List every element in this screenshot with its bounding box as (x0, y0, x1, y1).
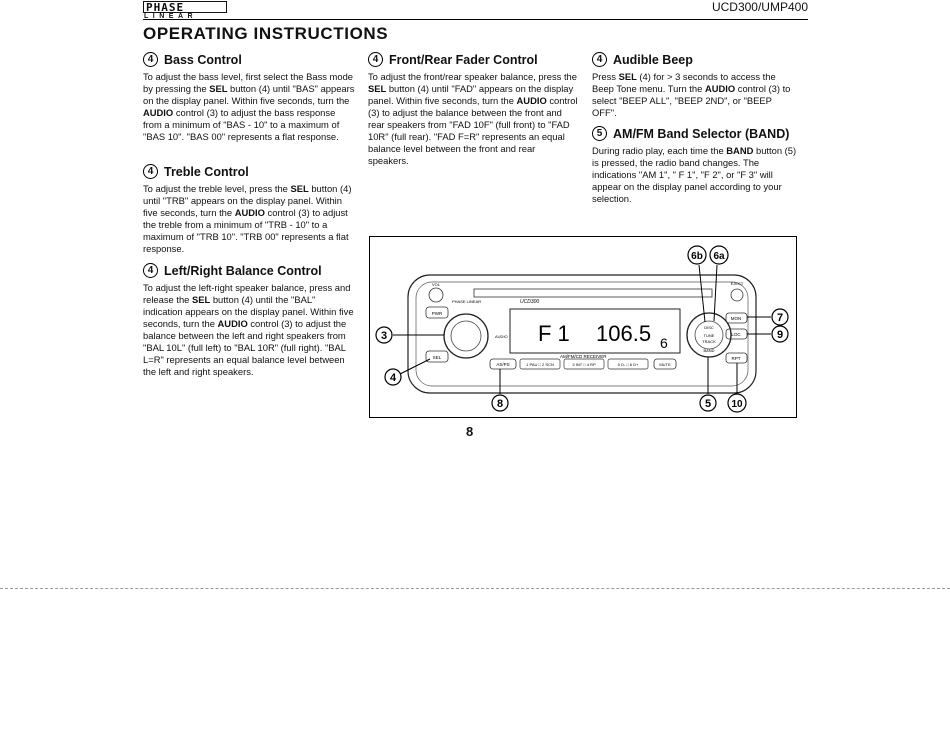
leader-4 (400, 359, 430, 374)
audible-beep-section (592, 51, 798, 119)
as-ps-label: AS/PS (496, 362, 510, 367)
fader-control-title: Front/Rear Fader Control (389, 52, 538, 67)
callout-8 (492, 395, 508, 411)
eject-label: EJECT (730, 281, 744, 286)
unit-caption: AM/FM/CD RECEIVER (560, 354, 607, 359)
bold-keyword: AUDIO (217, 318, 248, 329)
callout-4-label: 4 (389, 372, 397, 384)
loc-label: LOC (731, 332, 741, 337)
callout-7-label: 7 (776, 312, 784, 324)
section-number-badge: 4 (143, 164, 158, 179)
bold-keyword: SEL (290, 183, 309, 194)
callout-4 (385, 369, 401, 385)
fader-control-text: To adjust the front/rear speaker balance, press the SEL button (4) until "FAD" appears on the display panel. Within five seconds, turn the AUDIO control (3) to adjust the balance between the front and rear speakers from "FAD 10F" (full front) to "FAD 10R" (full rear). "FAD F=R" represents an equal balance level between the front and rear speakers. (368, 71, 578, 166)
bold-keyword: BAND (726, 145, 754, 156)
bass-control-title: Bass Control (164, 52, 242, 67)
audible-beep-heading (592, 51, 798, 68)
preset-label-3-4: 3 INT □ 4 RP (572, 362, 596, 367)
callout-3 (376, 327, 392, 343)
brand-logo-subtext: LINEAR (144, 13, 198, 20)
leader-6a (714, 265, 717, 321)
page-number: 8 (466, 424, 474, 439)
bold-keyword: AUDIO (704, 83, 736, 94)
section-number-badge: 4 (143, 263, 158, 278)
bold-keyword: AUDIO (143, 107, 174, 118)
pwr-label: PWR (431, 311, 443, 316)
track-label: TRACK (702, 339, 716, 344)
callout-6a-label: 6a (713, 251, 725, 262)
band-selector-section (592, 125, 798, 205)
leader-6b (699, 265, 705, 322)
faceplate-brand: PHASE LINEAR (452, 299, 482, 304)
section-number-badge: 5 (592, 126, 607, 141)
callout-8-label: 8 (496, 398, 504, 410)
callout-3-label: 3 (380, 330, 388, 342)
balance-control-text: To adjust the left-right speaker balance, press and release the SEL button (4) until the "BAL" indication appears on the display panel. Within five seconds, turn the AUDIO control (3) to adjust the balance between the left and right speakers from "BAL 10L" (full left) to "BAL 10R" (full right). "BAL L=R" represents an equal balance level between the left and right speakers. (143, 282, 354, 377)
band-selector-heading (592, 125, 798, 142)
band-selector-text: During radio play, each time the BAND button (5) is pressed, the radio band changes. The indications "AM 1", " F 1", "F 2", or "F 3" will appear on the display panel according to your selection. (592, 145, 797, 204)
faceplate-figure (369, 236, 797, 418)
callout-9 (772, 326, 788, 342)
lcd-display (510, 309, 680, 353)
fader-control-section (368, 51, 578, 167)
bold-keyword: SEL (618, 71, 637, 82)
band-label: BAND (703, 348, 715, 353)
callout-10 (728, 394, 746, 412)
model-number: UCD300/UMP400 (711, 0, 808, 14)
header-rule (143, 19, 808, 20)
callout-6a (710, 246, 728, 264)
faceplate-diagram (370, 237, 795, 416)
tune-label: TUNE (703, 333, 715, 338)
brand-logo-mark: PHASE (143, 1, 227, 13)
brand-logo (143, 1, 227, 20)
mute-label: MUTE (659, 362, 671, 367)
preset-label-1-2: 1 PAU □ 2 SCN (526, 362, 554, 367)
scan-artifact-line (0, 588, 950, 589)
bold-keyword: SEL (192, 294, 211, 305)
vol-label: VOL (431, 282, 441, 287)
callout-10-label: 10 (731, 399, 743, 410)
callout-6b-label: 6b (691, 251, 703, 262)
callout-5 (700, 395, 716, 411)
treble-control-title: Treble Control (164, 164, 249, 179)
section-number-badge: 4 (592, 52, 607, 67)
section-number-badge: 4 (143, 52, 158, 67)
bold-keyword: AUDIO (516, 95, 547, 106)
balance-control-title: Left/Right Balance Control (164, 263, 322, 278)
callout-7 (772, 309, 788, 325)
bold-keyword: SEL (368, 83, 387, 94)
vol-button (429, 288, 443, 302)
callout-5-label: 5 (704, 398, 712, 410)
sel-label: SEL (432, 355, 442, 360)
audible-beep-text: Press SEL (4) for > 3 seconds to access the Beep Tone menu. Turn the AUDIO control (3) to select "BEEP ALL", "BEEP 2ND", or "BEEP OFF". (592, 71, 791, 118)
treble-control-section (143, 163, 356, 255)
bold-keyword: SEL (209, 83, 228, 94)
bold-keyword: AUDIO (234, 207, 265, 218)
audible-beep-title: Audible Beep (613, 52, 693, 67)
treble-control-text: To adjust the treble level, press the SEL button (4) until "TRB" appears on the display panel. Within five seconds, turn the AUDIO control (3) to adjust the treble from a minimum of "TRB - 10" to a maximum of "TRB 10". "TRB 00" represents a flat response. (143, 183, 352, 254)
callout-9-label: 9 (776, 329, 784, 341)
callout-6b (688, 246, 706, 264)
bass-control-heading (143, 51, 356, 68)
preset-label-5-6: 5 D- □ 6 D+ (617, 362, 639, 367)
audio-label: AUDIO (495, 334, 508, 339)
fader-control-heading (368, 51, 578, 68)
bass-control-text: To adjust the bass level, first select the Bass mode by pressing the SEL button (4) until "BAS" appears on the display panel. Within five seconds, turn the AUDIO control (3) to adjust the bass response from a minimum of "BAS - 10" to a maximum of "BAS 10". "BAS 00" represents a flat response. (143, 71, 355, 142)
balance-control-heading (143, 262, 356, 279)
cd-slot (474, 289, 712, 297)
display-band: F 1 (538, 321, 570, 346)
treble-control-heading (143, 163, 356, 180)
page-title: OPERATING INSTRUCTIONS (143, 24, 389, 43)
bass-control-section (143, 51, 356, 143)
mon-label: MON (730, 316, 742, 321)
unit-model: UCD300 (520, 299, 540, 305)
display-frequency: 106.5 (596, 321, 652, 346)
section-number-badge: 4 (368, 52, 383, 67)
display-preset: 6 (660, 335, 668, 351)
rpt-label: RPT (731, 356, 741, 361)
disc-label: DISC (704, 325, 714, 330)
band-selector-title: AM/FM Band Selector (BAND) (613, 126, 790, 141)
balance-control-section (143, 262, 356, 378)
eject-button (731, 289, 743, 301)
